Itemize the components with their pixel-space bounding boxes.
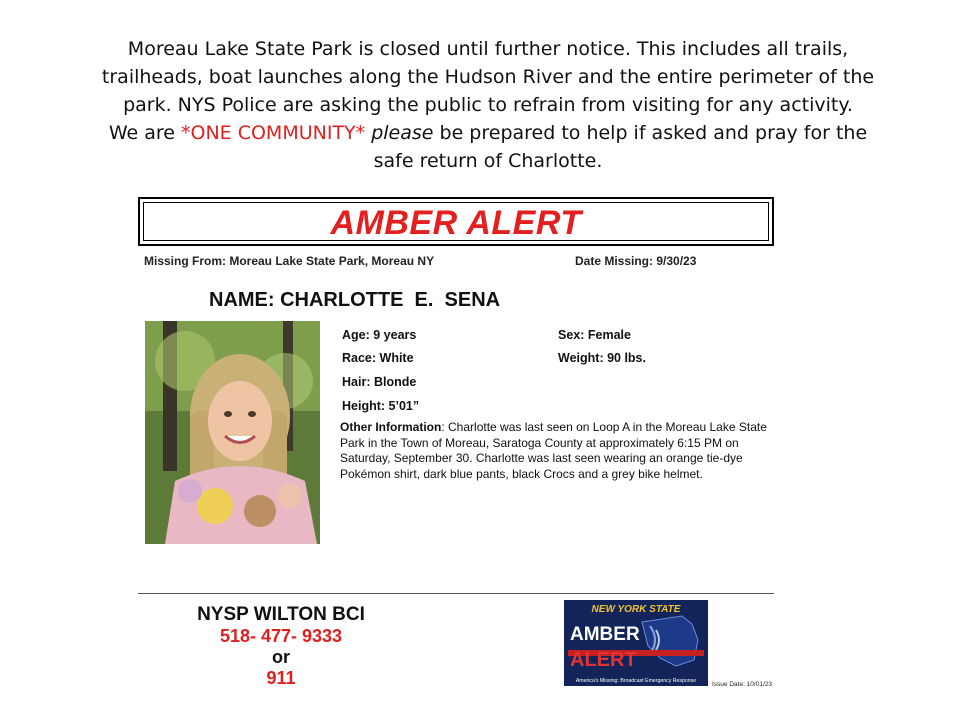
community-highlight: *ONE COMMUNITY*	[181, 122, 366, 144]
height-value: : 5’01”	[380, 399, 420, 413]
logo-amber-text: AMBER	[570, 624, 640, 645]
sex-label: Sex	[558, 328, 581, 342]
emergency-number: 911	[266, 668, 296, 688]
age-field	[342, 328, 416, 342]
height-label: Height	[342, 399, 381, 413]
notice-line: trailheads, boat launches along the Hudson River and the entire perimeter of the	[101, 66, 875, 88]
other-info-label: Other Information	[340, 420, 442, 434]
amber-logo-graphic	[564, 600, 708, 686]
amber-alert-banner	[138, 197, 774, 246]
weight-value: : 90 lbs.	[599, 351, 646, 365]
notice-line	[60, 119, 916, 147]
notice-line: safe return of Charlotte.	[373, 150, 603, 172]
notice-italic: please	[371, 122, 434, 144]
notice-text: We are	[108, 122, 181, 144]
height-field	[342, 399, 419, 413]
logo-state-text: NEW YORK STATE	[591, 604, 681, 615]
age-label: Age	[342, 328, 366, 342]
race-label: Race	[342, 351, 372, 365]
missing-person-name: NAME: CHARLOTTE E. SENA	[209, 289, 501, 311]
notice-line: park. NYS Police are asking the public to refrain from visiting for any activity.	[123, 94, 853, 116]
race-value: : White	[371, 351, 414, 365]
missing-from: Missing From: Moreau Lake State Park, Moreau NY	[144, 254, 435, 268]
race-field	[342, 351, 414, 365]
sex-field	[558, 328, 631, 342]
age-value: : 9 years	[365, 328, 417, 342]
contact-org: NYSP WILTON BCI	[197, 604, 365, 625]
contact-or: or	[272, 647, 290, 667]
hair-label: Hair	[342, 375, 367, 389]
weight-field	[558, 351, 646, 365]
logo-alert-text: ALERT	[570, 649, 637, 671]
other-information	[340, 420, 770, 482]
notice-text: be prepared to help if asked and pray for the	[433, 122, 868, 144]
weight-label: Weight	[558, 351, 600, 365]
sex-value: : Female	[580, 328, 631, 342]
ny-amber-alert-logo	[564, 600, 708, 686]
date-missing: Date Missing: 9/30/23	[575, 254, 697, 268]
missing-person-photo	[145, 321, 320, 544]
section-divider	[138, 593, 774, 594]
contact-phone: 518- 477- 9333	[219, 626, 343, 646]
hair-field	[342, 375, 416, 389]
contact-block	[186, 604, 376, 689]
logo-tagline: America's Missing: Broadcast Emergency Response	[575, 678, 697, 684]
closure-notice	[60, 35, 916, 175]
amber-alert-title: AMBER ALERT	[330, 204, 582, 242]
issue-date: Issue Date: 10/01/23	[712, 681, 772, 688]
photo-illustration	[145, 321, 320, 544]
other-info-text: : Charlotte was last seen on Loop A in the Moreau Lake State Park in the Town of Moreau, Saratoga County at approximately 6:15 PM on Saturday, September 30. Charlotte was last seen wearing an orange tie-dye Pokémon shirt, dark blue pants, black Crocs and a grey bike helmet.	[340, 420, 767, 481]
notice-line: Moreau Lake State Park is closed until further notice. This includes all trails,	[127, 38, 849, 60]
hair-value: : Blonde	[366, 375, 417, 389]
